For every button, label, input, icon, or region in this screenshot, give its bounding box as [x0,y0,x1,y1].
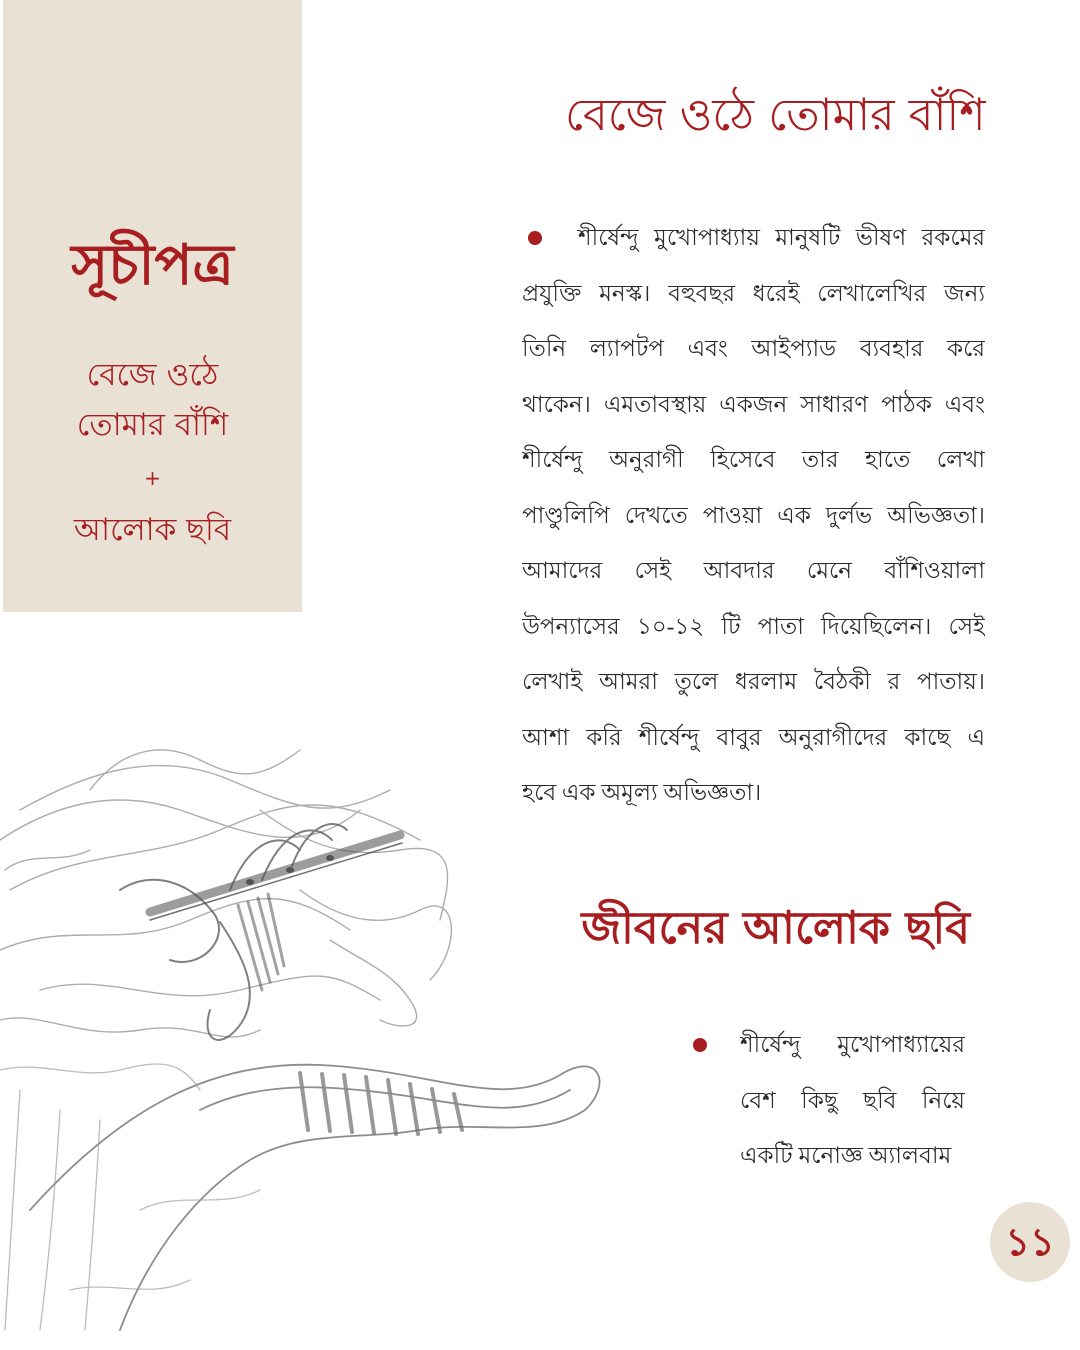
contents-panel [3,0,302,612]
article-1-line: তিনি ল্যাপটপ এবং আইপ্যাড ব্যবহার করে [522,336,985,361]
sketch-reed [30,1065,600,1330]
article-1-line: হবে এক অমূল্য অভিজ্ঞতা। [522,780,762,805]
flute-body [150,835,400,912]
sketch-flute [150,835,402,920]
page-number-badge [990,1202,1070,1282]
article-2-heading: জীবনের আলোক ছবি [581,902,970,954]
sketch-stroke [330,940,417,1026]
sketch-stroke [5,850,90,870]
flute-hole [246,879,254,885]
sketch-stroke [85,1120,100,1330]
page-number: ১১ [1005,1219,1055,1264]
article-1-line: পাণ্ডুলিপি দেখতে পাওয়া এক দুর্লভ অভিজ্ঞতা। [522,502,985,528]
sketch-hand [120,824,347,1040]
article-2-line: একটি মনোজ্ঞ অ্যালবাম [740,1143,952,1168]
contents-item-line-3[interactable]: আলোক ছবি [73,512,232,548]
sketch-stroke [40,1110,60,1330]
contents-title: সূচীপত্র [71,232,234,298]
sketch-lower-strokes [0,1064,260,1330]
article-1-line: আমাদের সেই আবদার মেনে বাঁশিওয়ালা [522,558,985,583]
article-1-line: শীর্ষেন্দু মুখোপাধ্যায় মানুষটি ভীষণ রকমের [578,225,985,250]
article-1-line: আশা করি শীর্ষেন্দু বাবুর অনুরাগীদের কাছে এ [522,724,985,750]
article-1-line: উপন্যাসের ১০-১২ টি পাতা দিয়েছিলেন। সেই [522,613,985,639]
sketch-stroke [140,1190,260,1210]
article-1-line: প্রযুক্তি মনস্ক। বহুবছর ধরেই লেখালেখির জন্য [522,280,985,306]
sketch-stroke [40,976,380,1000]
article-1-line: লেখাই আমরা তুলে ধরলাম বৈঠকী র পাতায়। [522,669,985,694]
article-2-bullet-icon [693,1038,707,1052]
sketch-swirls [0,750,451,1037]
contents-item-line-1[interactable]: বেজে ওঠে [86,357,219,393]
sketch-stroke [20,766,390,810]
contents-item-line-2[interactable]: তোমার বাঁশি [76,407,229,443]
contents-plus-separator: + [144,466,161,490]
sketch-stroke [300,890,451,980]
sketch-stroke [0,1018,260,1037]
palm-shadow [238,894,284,990]
reed-inner [200,1087,570,1110]
flute-sketch-icon [0,690,620,1335]
reed-outline [30,1065,600,1330]
article-2-body [740,1017,965,1184]
article-2-line: শীর্ষেন্দু মুখোপাধ্যায়ের [740,1032,965,1057]
flute-hole [326,855,334,861]
sketch-stroke [5,1090,20,1330]
article-2-line: বেশ কিছু ছবি নিয়ে [740,1087,965,1113]
article-1-line: থাকেন। এমতাবস্থায় একজন সাধারণ পাঠক এবং [522,391,985,417]
article-1-line: শীর্ষেন্দু অনুরাগী হিসেবে তার হাতে লেখা [522,447,985,472]
sketch-stroke [0,1064,200,1090]
palm-stroke [208,922,250,1040]
flute-hole [286,867,294,873]
article-1-heading: বেজে ওঠে তোমার বাঁশি [565,90,986,141]
